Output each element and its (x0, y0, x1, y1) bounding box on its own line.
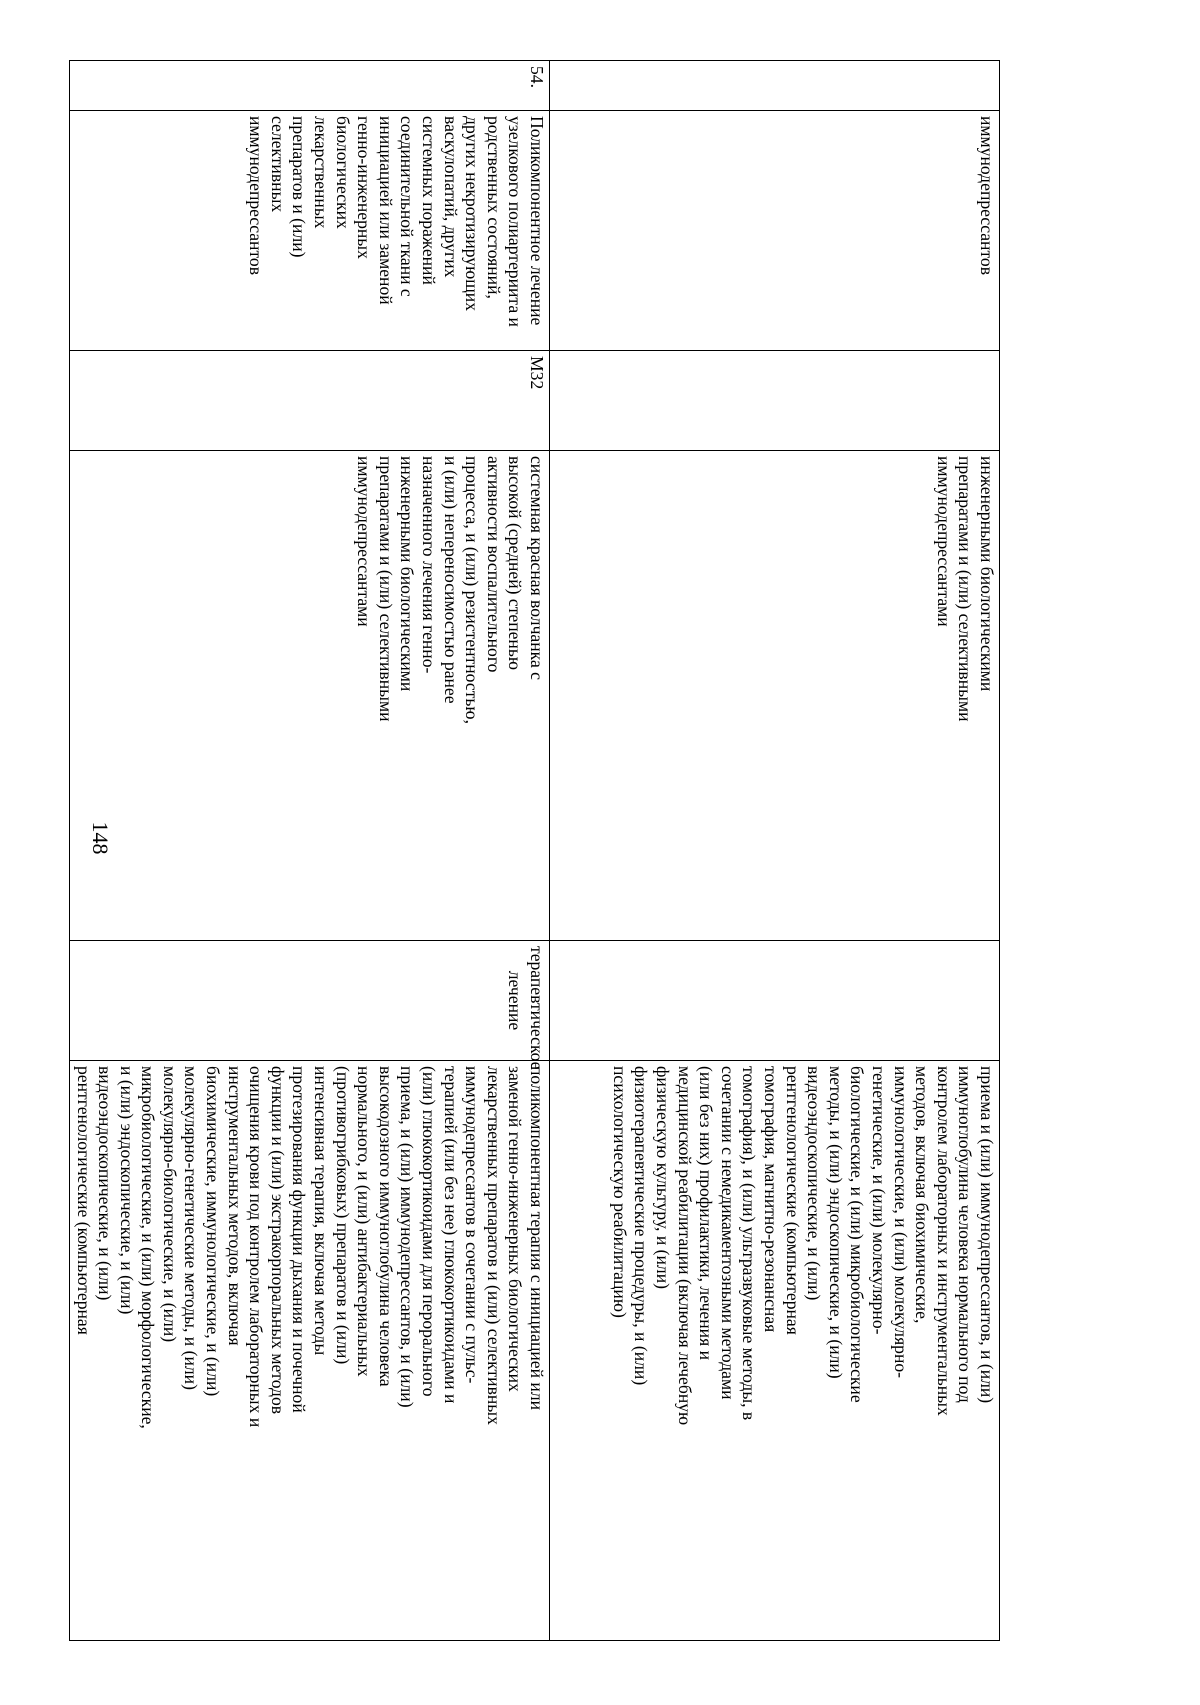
cell-treatment-type (550, 941, 1000, 1061)
cell-treatment-method: поликомпонентная терапия с инициацией или заменой генно-инженерных биологических лекарственных препаратов и (или) селективных иммунодепрессантов в сочетании с пульс- терапией (или без нее) глюкокортикоидами и (или) глюкокортикоидами для перорального приема, и (или) иммунодепрессантов, и (или) высокодозного иммуноглобулина человека нормального, и (или) антибактериальных (противогрибковых) препаратов и (или) интенсивная терапия, включая методы протезирования функции дыхания и почечной функции и (или) экстракорпоральных методов очищения крови под контролем лабораторных и инструментальных методов, включая биохимические, иммунологические, и (или) молекулярно-генетические методы, и (или) молекулярно-биологические, и (или) микробиологические, и (или) морфологические, и (или) эндоскопические, и (или) видеоэндоскопические, и (или) рентгенологические (компьютерная (69, 1061, 549, 1641)
cell-patient-model: системная красная волчанка с высокой (средней) степенью активности воспалительного процесса, и (или) резистентностью, и (или) непереносимостью ранее назначенного лечения генно- инженерными биологическими препаратами и (или) селективными иммунодепрессантами (69, 451, 549, 941)
cell-icd-code (550, 351, 1000, 451)
cell-patient-model: инженерными биологическими препаратами и (или) селективными иммунодепрессантами (550, 451, 1000, 941)
table-row (550, 61, 1000, 1641)
cell-treatment-type: терапевтическое лечение (69, 941, 549, 1061)
cell-icd-code: M32 (69, 351, 549, 451)
cell-number: 54. (69, 61, 549, 111)
cell-number (550, 61, 1000, 111)
cell-care-name: Поликомпонентное лечение узелкового полиартериита и родственных состояний, других некротизирующих васкулопатий, других системных поражений соединительной ткани с инициацией или заменой генно-инженерных биологических лекарственных препаратов и (или) селективных иммунодепрессантов (69, 111, 549, 351)
page-number: 148 (88, 821, 113, 855)
table-row (69, 61, 549, 1641)
cell-treatment-method: приема и (или) иммунодепрессантов, и (или) иммуноглобулина человека нормального под контролем лабораторных и инструментальных методов, включая биохимические, иммунологические, и (или) молекулярно- генетические, и (или) молекулярно- биологические, и (или) микробиологические методы, и (или) эндоскопические, и (или) видеоэндоскопические, и (или) рентгенологические (компьютерная томография, магнитно-резонансная томография), и (или) ультразвуковые методы, в сочетании с немедикаментозными методами (или без них) профилактики, лечения и медицинской реабилитации (включая лечебную физическую культуру, и (или) физиотерапевтические процедуры, и (или) психологическую реабилитацию) (550, 1061, 1000, 1641)
cell-care-name: иммунодепрессантов (550, 111, 1000, 351)
medical-care-table (69, 60, 1000, 1641)
